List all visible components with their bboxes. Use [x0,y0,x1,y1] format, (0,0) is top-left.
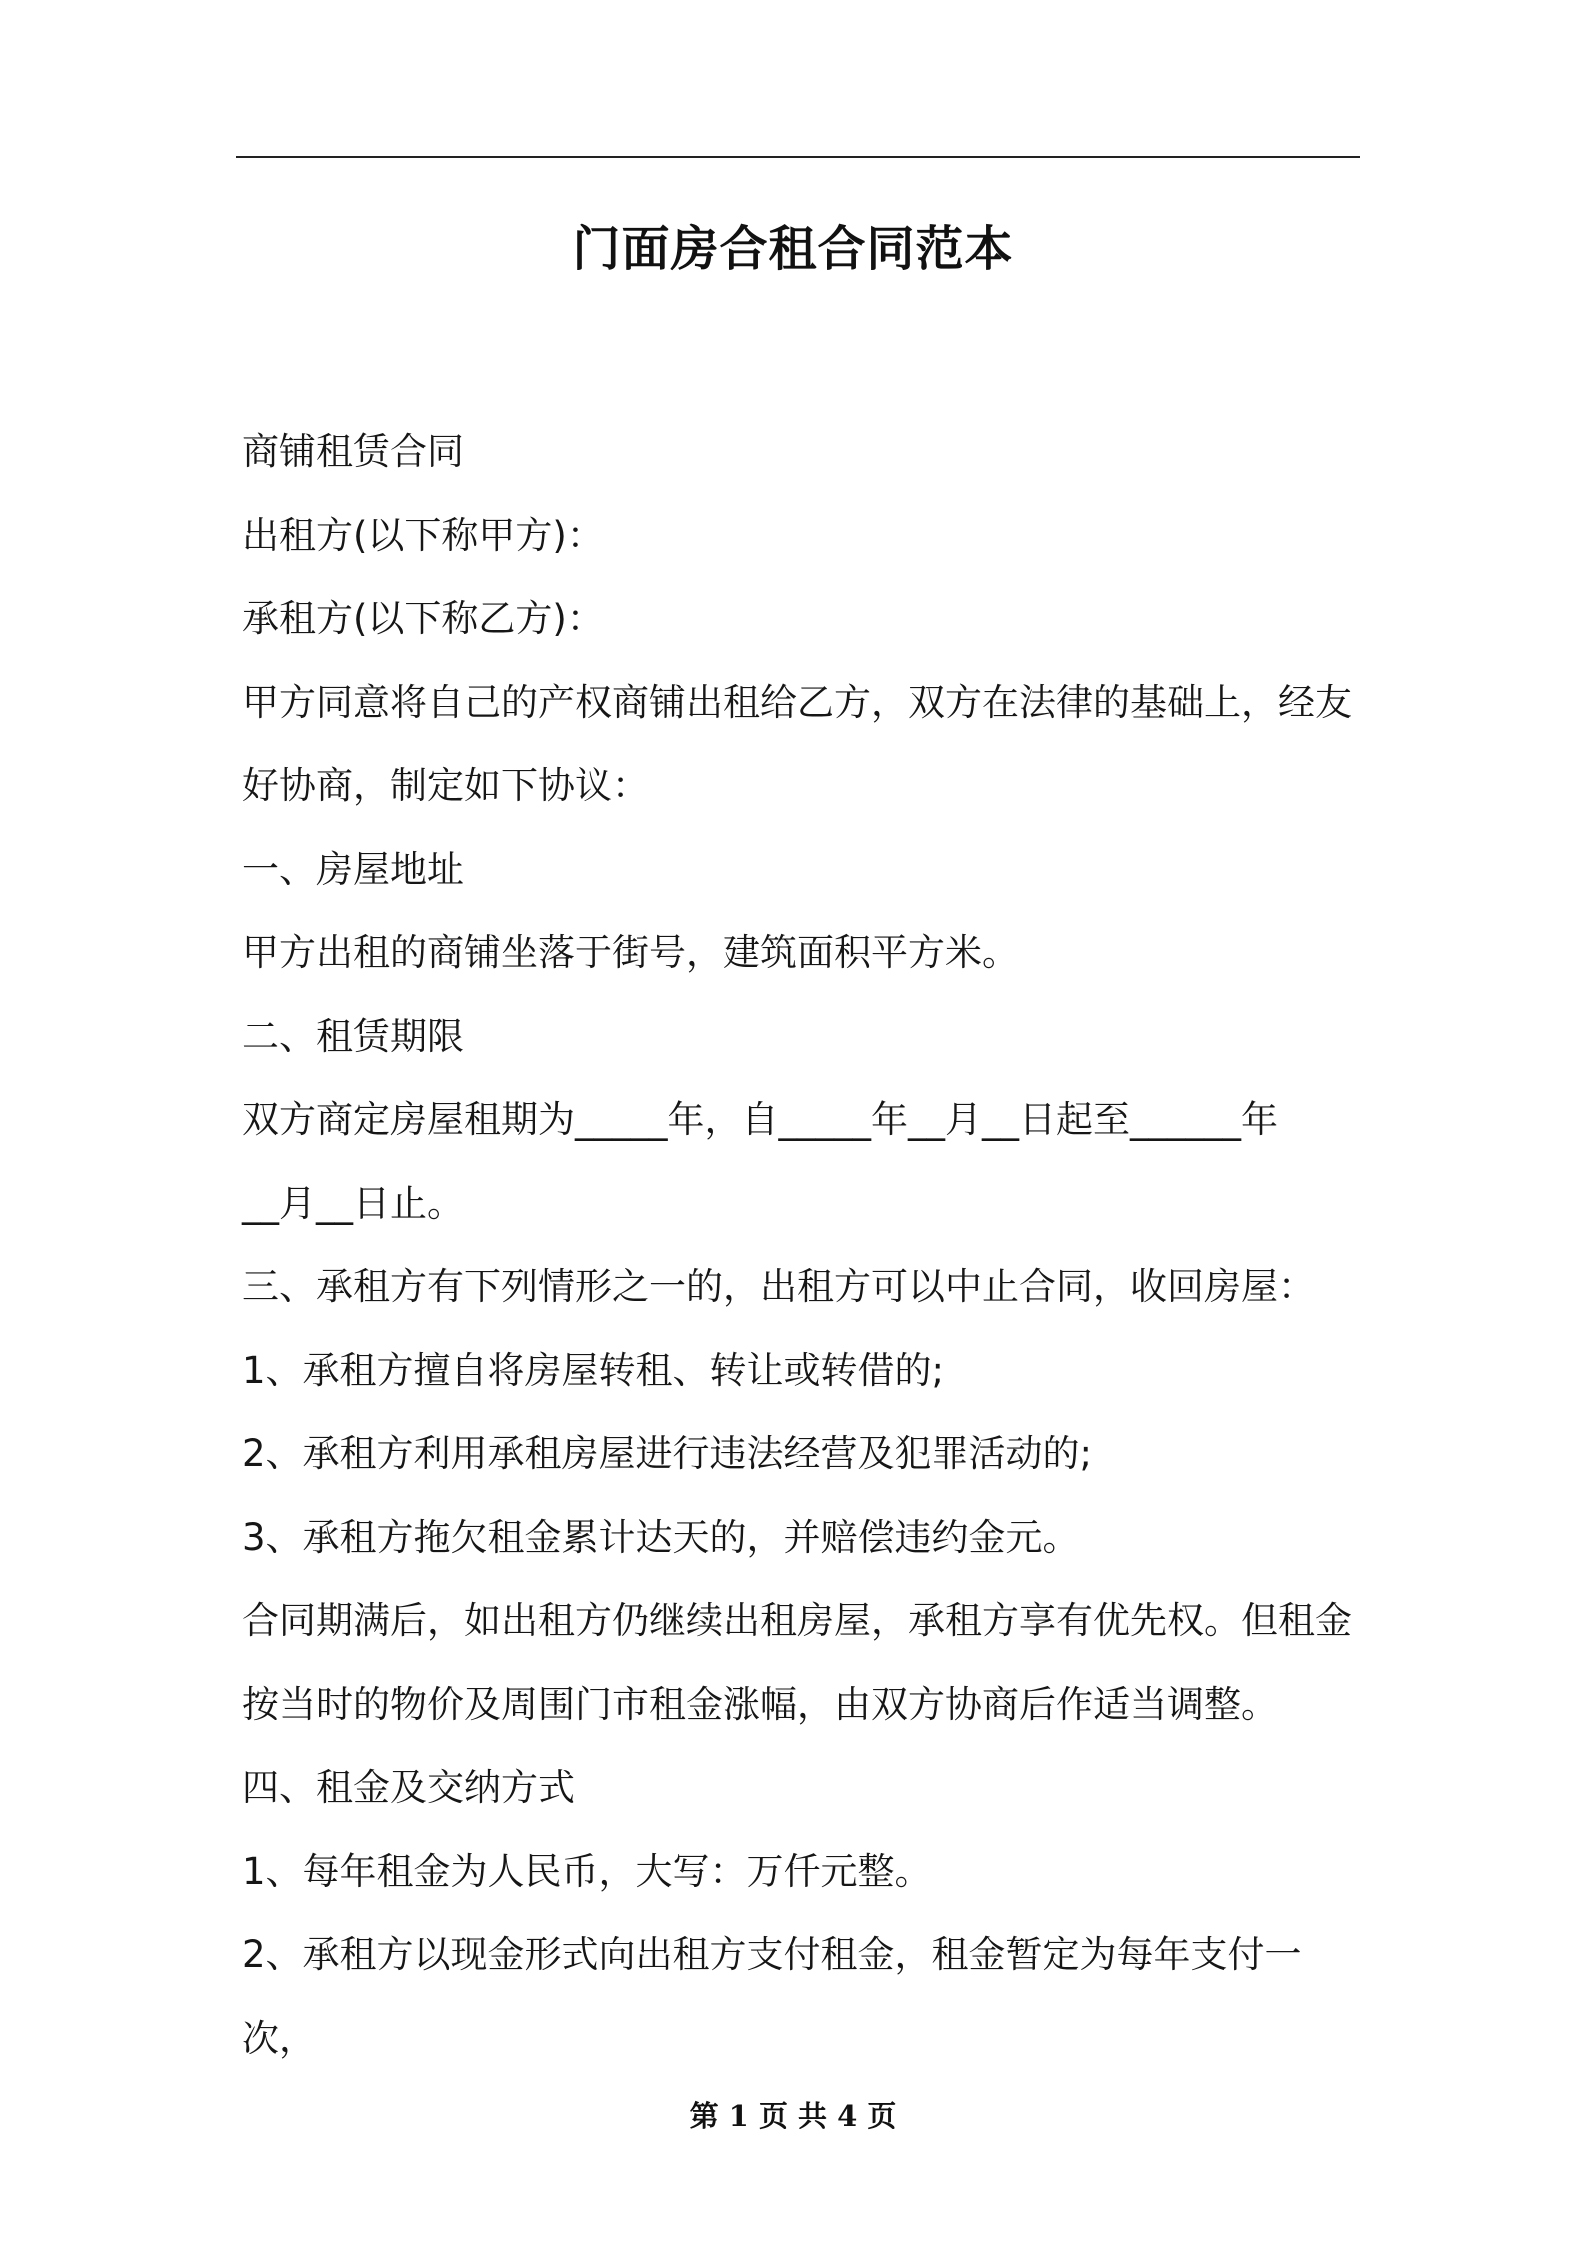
document-body [242,410,1362,2080]
paragraph-lessor: 出租方(以下称甲方)： [242,513,604,557]
section-heading-termination: 三、承租方有下列情形之一的，出租方可以中止合同，收回房屋： [242,1265,1315,1308]
list-item-termination-1: 1、承租方擅自将房屋转租、转让或转借的; [242,1348,945,1392]
header-rule [236,156,1360,158]
paragraph-address: 甲方出租的商铺坐落于街号，建筑面积平方米。 [242,931,1019,974]
paragraph-renewal-line-2: 按当时的物价及周围门市租金涨幅，由双方协商后作适当调整。 [242,1682,1278,1726]
paragraph-lessee: 承租方(以下称乙方)： [242,597,604,640]
list-item-termination-2: 2、承租方利用承租房屋进行违法经营及犯罪活动的; [242,1432,1093,1475]
section-heading-address: 一、房屋地址 [242,847,464,891]
list-item-rent-1: 1、每年租金为人民币，大写：万仟元整。 [242,1849,932,1893]
paragraph-intro-line-2: 好协商，制定如下协议： [242,764,649,807]
section-heading-rent: 四、租金及交纳方式 [242,1766,575,1809]
paragraph-term-line-2: __月__日止。 [242,1181,464,1225]
document-title: 门面房合租合同范本 [572,221,1014,277]
paragraph-intro-line-1: 甲方同意将自己的产权商铺出租给乙方，双方在法律的基础上，经友 [242,680,1352,724]
list-item-termination-3: 3、承租方拖欠租金累计达天的，并赔偿违约金元。 [242,1515,1080,1559]
paragraph-term-line-1: 双方商定房屋租期为_____年，自_____年__月__日起至______年 [242,1098,1278,1141]
paragraph-heading: 商铺租赁合同 [242,430,464,473]
section-heading-term: 二、租赁期限 [242,1014,464,1058]
list-item-rent-2: 2、承租方以现金形式向出租方支付租金，租金暂定为每年支付一次， [242,1933,1302,2060]
page-number-footer: 第 1 页 共 4 页 [689,2099,897,2133]
paragraph-renewal-line-1: 合同期满后，如出租方仍继续出租房屋，承租方享有优先权。但租金 [242,1599,1352,1642]
